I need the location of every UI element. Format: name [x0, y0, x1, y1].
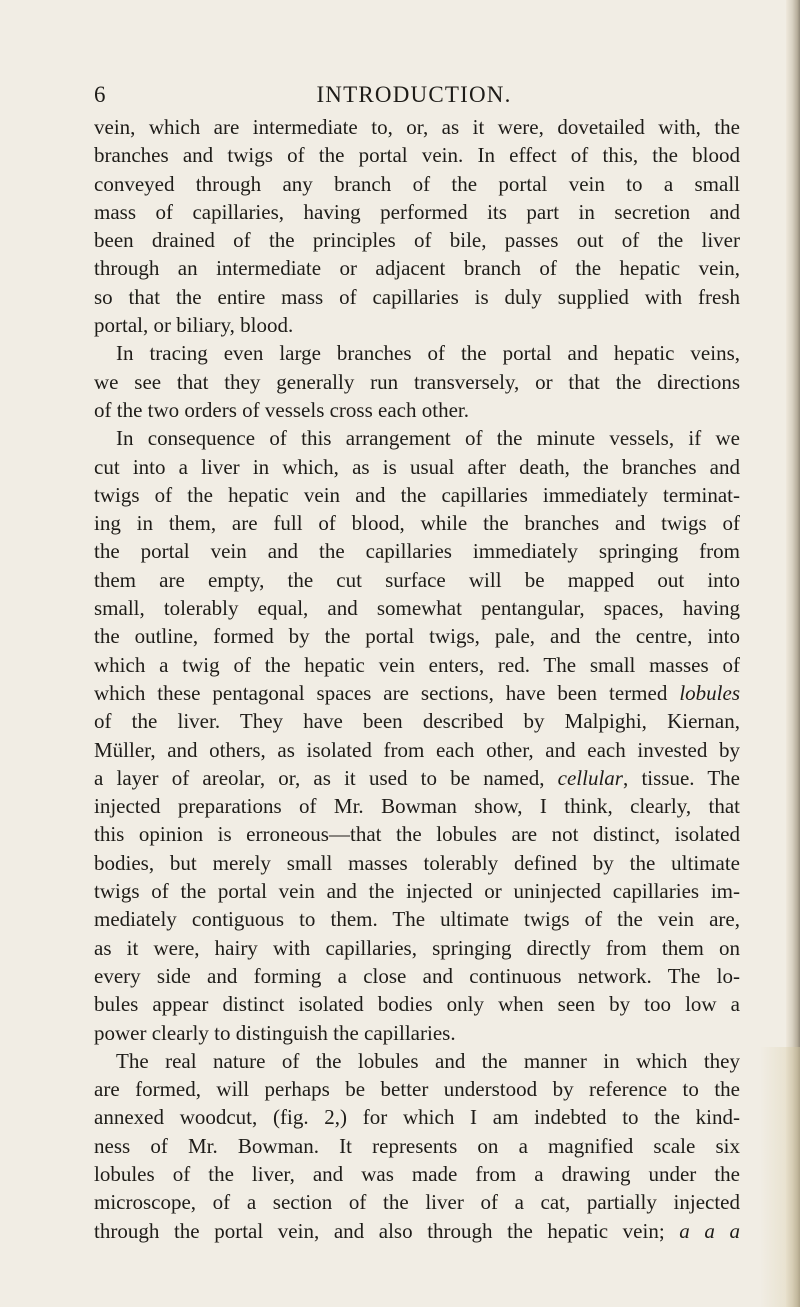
text-line: so that the entire mass of capillaries is duly supplied with fresh: [94, 284, 740, 309]
text-line: bodies, but merely small masses tolerably defined by the ultimate: [94, 850, 740, 875]
text-line: mediately contiguous to them. The ultimate twigs of the vein are,: [94, 907, 740, 932]
text-line: them are empty, the cut surface will be mapped out into: [94, 567, 740, 592]
text-line: mass of capillaries, having performed its part in secretion and: [94, 199, 740, 224]
text-line: as it were, hairy with capillaries, springing directly from them on: [94, 935, 740, 960]
text-line: which a twig of the hepatic vein enters, red. The small masses of: [94, 652, 740, 677]
text-line: portal, or biliary, blood.: [94, 313, 294, 338]
text-line: The real nature of the lobules and the manner in which they: [116, 1048, 740, 1073]
text-line: the portal vein and the capillaries immediately springing from: [94, 539, 740, 564]
text-line: ness of Mr. Bowman. It represents on a magnified scale six: [94, 1133, 740, 1158]
text-line: bules appear distinct isolated bodies only when seen by too low a: [94, 992, 740, 1017]
text-line: conveyed through any branch of the portal vein to a small: [94, 171, 740, 196]
text-line: Müller, and others, as isolated from each other, and each invested by: [94, 737, 740, 762]
running-head: INTRODUCTION.: [316, 82, 512, 107]
text-line: through the portal vein, and also through the hepatic vein; a a a: [94, 1218, 741, 1243]
text-line: twigs of the portal vein and the injected or uninjected capillaries im-: [94, 879, 740, 904]
page-edge-stain: [760, 1047, 800, 1307]
text-line: ing in them, are full of blood, while the branches and twigs of: [94, 511, 740, 536]
text-line: cut into a liver in which, as is usual after death, the branches and: [94, 454, 740, 479]
text-line: injected preparations of Mr. Bowman show, I think, clearly, that: [94, 794, 740, 819]
text-line: microscope, of a section of the liver of a cat, partially injected: [94, 1190, 740, 1215]
text-line: the outline, formed by the portal twigs, pale, and the centre, into: [94, 624, 740, 649]
text-line: of the liver. They have been described by Malpighi, Kiernan,: [94, 709, 740, 734]
text-line: In tracing even large branches of the portal and hepatic veins,: [116, 341, 740, 366]
text-line: twigs of the hepatic vein and the capillaries immediately terminat-: [94, 482, 740, 507]
text-line: In consequence of this arrangement of the minute vessels, if we: [116, 426, 740, 451]
text-line: branches and twigs of the portal vein. In effect of this, the blood: [94, 143, 740, 168]
text-line: we see that they generally run transversely, or that the directions: [94, 369, 740, 394]
text-line: this opinion is erroneous—that the lobules are not distinct, isolated: [94, 822, 740, 847]
text-line: which these pentagonal spaces are sections, have been termed lobules: [94, 680, 740, 705]
text-line: lobules of the liver, and was made from a drawing under the: [94, 1161, 740, 1186]
text-line: been drained of the principles of bile, passes out of the liver: [94, 228, 740, 253]
text-line: every side and forming a close and continuous network. The lo-: [94, 963, 740, 988]
text-line: vein, which are intermediate to, or, as it were, dovetailed with, the: [94, 115, 740, 139]
page-number: 6: [94, 82, 106, 107]
text-line: small, tolerably equal, and somewhat pentangular, spaces, having: [94, 596, 740, 621]
body-text: [94, 113, 740, 1245]
text-line: are formed, will perhaps be better understood by reference to the: [94, 1077, 740, 1102]
text-line: of the two orders of vessels cross each other.: [94, 397, 469, 422]
italic-term: cellular: [557, 765, 623, 790]
text-line: a layer of areolar, or, as it used to be named, cellular, tissue. The: [94, 765, 740, 790]
italic-term: lobules: [679, 680, 740, 705]
figure-reference: a a a: [679, 1218, 741, 1243]
text-line: power clearly to distinguish the capillaries.: [94, 1020, 456, 1045]
text-line: annexed woodcut, (fig. 2,) for which I am indebted to the kind-: [94, 1105, 740, 1130]
page-header: [94, 82, 734, 112]
text-line: through an intermediate or adjacent branch of the hepatic vein,: [94, 256, 740, 281]
